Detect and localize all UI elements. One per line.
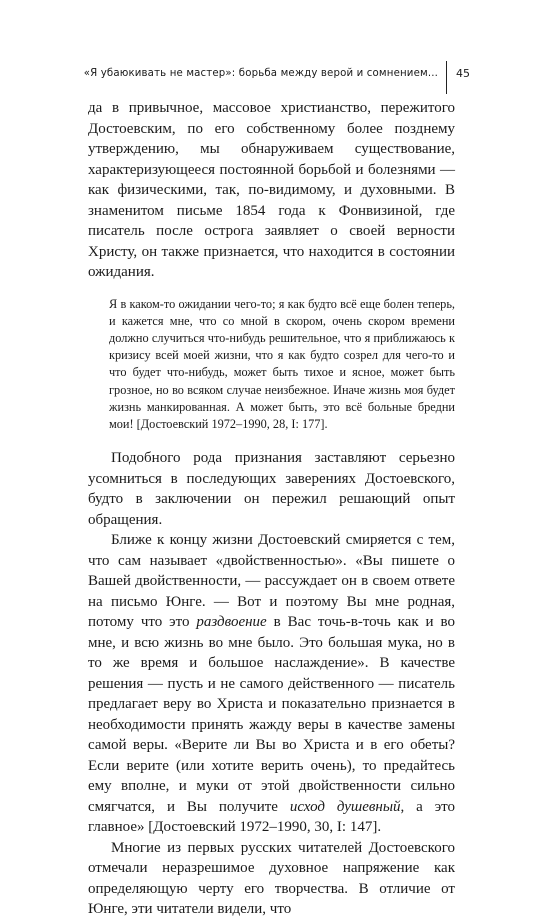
paragraph-text: , а это главное» [Достоевский 1972–1990, 30, I: 147]. [88,798,455,836]
italic-term: исход душевный [289,798,401,815]
block-quote: Я в каком-то ожидании чего-то; я как будто всё еще болен теперь, и кажется мне, что со мной в скором, очень скором времени должно случиться что-нибудь решительное, что я приближаюсь к кризису всей моей жизни, что я как будто созрел для чего-то и что будет что-нибудь, может быть тихое и ясное, может быть грозное, но во всяком случае неизбежное. Иначе жизнь моя будет жизнь манкированная. А может быть, это всё больные бредни мои! [Достоевский 1972–1990, 28, I: 177]. [109,296,455,431]
page-body [88,98,455,920]
paragraph-continued: да в привычное, массовое христианство, пережитого Достоевским, по его собственному более позднему утверждению, мы обнаруживаем существование, характеризующееся постоянной борьбой и болезнями — как физическими, так, по-видимому, и духовными. В знаменитом письме 1854 года к Фонвизиной, где писатель после острога заявляет о своей верности Христу, он также признается, что находится в состоянии ожидания. [88,100,455,280]
paragraph-duality [88,530,455,838]
paragraph-readers: Многие из первых русских читателей Достоевского отмечали неразрешимое духовное напряжение как определяющую черту его творчества. В отличие от Юнге, эти читатели видели, что [88,839,455,918]
page-number: 45 [456,67,470,80]
running-title: «Я убаюкивать не мастер»: борьба между верой и сомнением... [83,68,438,79]
paragraph-text: Ближе к концу жизни Достоевский смиряется с тем, что сам называет «двойственностью». «Вы пишете о Вашей двойственности, — рассуждает он в своем ответе на письмо Юнге. — Вот и поэтому Вы мне родная, потому что это [88,532,455,631]
running-header [0,66,533,86]
italic-term: раздвоение [196,614,267,631]
paragraph-doubt: Подобного рода признания заставляют серьезно усомниться в последующих заверениях Достоевского, будто в заключении он пережил решающий опыт обращения. [88,450,455,528]
header-divider [446,61,447,94]
paragraph-text: в Вас точь-в-точь как и во мне, и всю жизнь во мне было. Это большая мука, но в то же время и большое наслаждение». В качестве решения — пусть и не самого действенного — писатель предлагает веру во Христа и показательно признается в необходимости принять жажду веры в качестве замены самой веры. «Верите ли Вы во Христа и в его обеты? Если верите (или хотите верить очень), то предайтесь ему вполне, и муки от этой двойственности сильно смягчатся, и Вы получите [88,614,455,815]
